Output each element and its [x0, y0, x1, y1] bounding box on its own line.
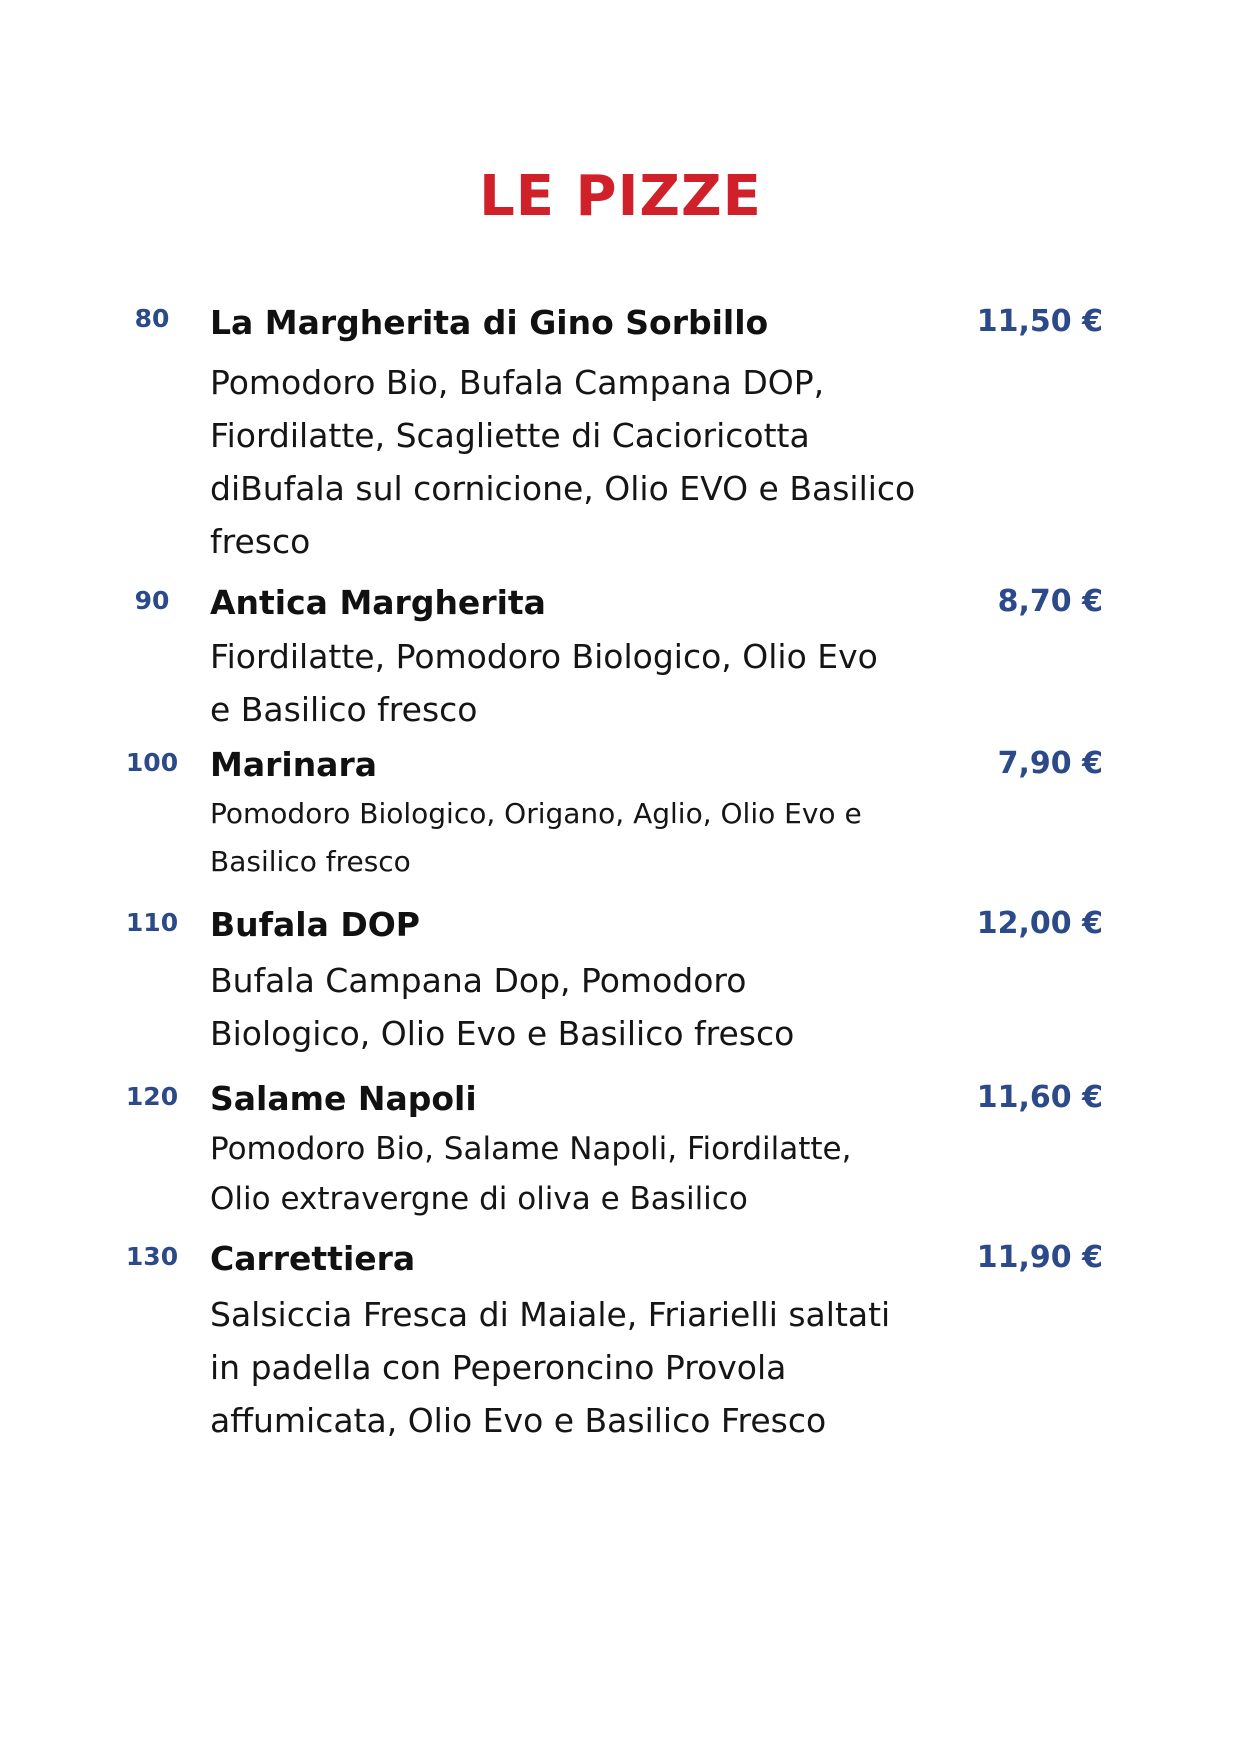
description-line: e Basilico fresco — [210, 690, 478, 729]
item-number: 80 — [134, 304, 170, 333]
description-line: Pomodoro Bio, Bufala Campana DOP, — [210, 363, 825, 402]
description-line: in padella con Peperoncino Provola — [210, 1348, 787, 1387]
description-line: Fiordilatte, Pomodoro Biologico, Olio Evo — [210, 637, 878, 676]
description-line: Olio extravergne di oliva e Basilico — [210, 1181, 748, 1217]
item-name: Marinara — [210, 745, 377, 784]
item-description — [210, 790, 970, 886]
description-line: Pomodoro Biologico, Origano, Aglio, Olio Evo e — [210, 797, 862, 830]
description-line: fresco — [210, 522, 311, 561]
item-description — [210, 356, 970, 568]
menu-title: LE PIZZE — [479, 164, 762, 229]
item-price: 8,70 € — [997, 584, 1103, 619]
item-name: Antica Margherita — [210, 583, 546, 622]
description-line: diBufala sul cornicione, Olio EVO e Basilico — [210, 469, 916, 508]
item-description — [210, 954, 970, 1060]
description-line: Salsiccia Fresca di Maiale, Friarielli saltati — [210, 1295, 891, 1334]
item-number: 110 — [125, 908, 179, 937]
description-line: affumicata, Olio Evo e Basilico Fresco — [210, 1401, 827, 1440]
item-price: 11,90 € — [976, 1240, 1103, 1275]
item-name: La Margherita di Gino Sorbillo — [210, 303, 769, 342]
item-description — [210, 1288, 970, 1447]
description-line: Fiordilatte, Scagliette di Cacioricotta — [210, 416, 810, 455]
item-name: Salame Napoli — [210, 1079, 477, 1118]
item-price: 11,60 € — [976, 1080, 1103, 1115]
item-description — [210, 630, 970, 736]
item-description — [210, 1124, 970, 1224]
description-line: Bufala Campana Dop, Pomodoro — [210, 961, 747, 1000]
item-number: 90 — [134, 586, 170, 615]
item-number: 130 — [125, 1242, 179, 1271]
description-line: Biologico, Olio Evo e Basilico fresco — [210, 1014, 795, 1053]
item-name: Carrettiera — [210, 1239, 416, 1278]
item-price: 11,50 € — [976, 304, 1103, 339]
item-price: 7,90 € — [997, 746, 1103, 781]
item-name: Bufala DOP — [210, 905, 420, 944]
item-number: 100 — [125, 748, 179, 777]
description-line: Basilico fresco — [210, 845, 411, 878]
item-number: 120 — [125, 1082, 179, 1111]
description-line: Pomodoro Bio, Salame Napoli, Fiordilatte, — [210, 1131, 852, 1167]
item-price: 12,00 € — [976, 906, 1103, 941]
